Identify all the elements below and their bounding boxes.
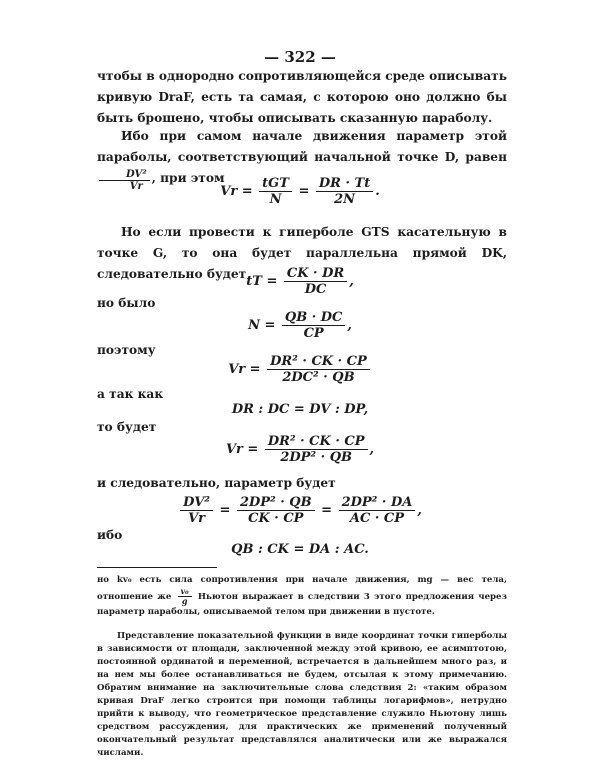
footnote-1-text-b: Ньютон выражает в следствии 3 этого предложения через параметр параболы, описываемой телом при движении в пустоте. xyxy=(97,592,507,617)
footnote-2: Представление показательной функции в виде координат точки гиперболы в зависимости от площади, заключенной между этой кривою, ее асимптотою, постоянной ординатой и переменной, встречается в дальнейшем много раз, и на нем мы более останавливаться не будем, отсылая к этому примечанию. Обратим внимание на заключительные слова следствия 2: «таким образом кривая DraF легко строится при помощи таблицы логарифмов», нетрудно прийти к выводу, что геометрическое представление служило Ньютону лишь средством рассуждения, для практических же применений полученный окончательный результат представлялся аналитически или же выражался числами. xyxy=(97,631,507,758)
paragraph-2-text-b: при этом xyxy=(160,171,225,185)
formula-1: Vr = $\frac{\text{tGT}}{N}$ = $\frac{DR \cdot Tt}{2N}$ . xyxy=(220,176,380,207)
footnote-fraction-v0-g: $\frac{\text{v₀}}{g}$ xyxy=(178,587,192,606)
label-poetomu: поэтому xyxy=(97,343,156,357)
label-ibo: ибо xyxy=(97,528,123,542)
paragraph-1: чтобы в однородно сопротивляющейся среде описывать кривую DraF, есть та самая, с которою оно должно бы быть брошено, чтобы описывать сказанную параболу. xyxy=(97,69,507,125)
label-to-budet: то будет xyxy=(97,420,157,434)
page-number: — 322 — xyxy=(264,48,336,66)
paragraph-2-text-a: Ибо при самом начале движения параметр этой параболы, соответствующий начальной точке D, равен xyxy=(97,129,507,164)
formula-2: tT = $\frac{CK \cdot DR}{DC}$ , xyxy=(246,266,354,297)
formula-4: Vr = $\frac{\text{DR² · CK · CP}}{\text{2DC² · QB}}$ xyxy=(0,354,600,385)
inline-fraction-dv2-vr: $\frac{\text{DV²}}{Vr}$ xyxy=(99,169,150,192)
footnote-divider xyxy=(97,567,217,568)
formula-8: QB : CK = DA : AC. xyxy=(231,542,369,557)
label-a-tak-kak: а так как xyxy=(97,387,164,401)
label-no-bylo: но было xyxy=(97,296,156,310)
formula-6: Vr = $\frac{\text{DR² · CK · CP}}{\text{2DP² · QB}}$ , xyxy=(225,434,375,465)
formula-7: $\frac{\text{DV²}}{Vr}$ = $\frac{\text{2DP² · QB}}{CK \cdot CP}$ = $\frac{\text{2DP² · DA}}{AC \cdot CP}$ , xyxy=(0,495,600,526)
paragraph-3: Но если провести к гиперболе GTS касательную в точке G, то она будет параллельна прямой DK, следовательно будет xyxy=(97,225,507,281)
formula-3: N = $\frac{QB \cdot DC}{CP}$ , xyxy=(248,310,352,341)
label-sledovatelno: и следовательно, параметр будет xyxy=(97,476,336,490)
footnote-1-text-a: но kv₀ есть сила сопротивления при начале движения, mg — вес тела, отношение же xyxy=(97,575,507,602)
footnote-1 xyxy=(97,574,507,619)
formula-5: DR : DC = DV : DP, xyxy=(231,402,369,417)
paragraph-2: Ибо при самом начале движения параметр этой параболы, соответствующий начальной точке D, равен $\frac{\text{DV²}}{Vr}$ , при этом xyxy=(97,129,507,192)
